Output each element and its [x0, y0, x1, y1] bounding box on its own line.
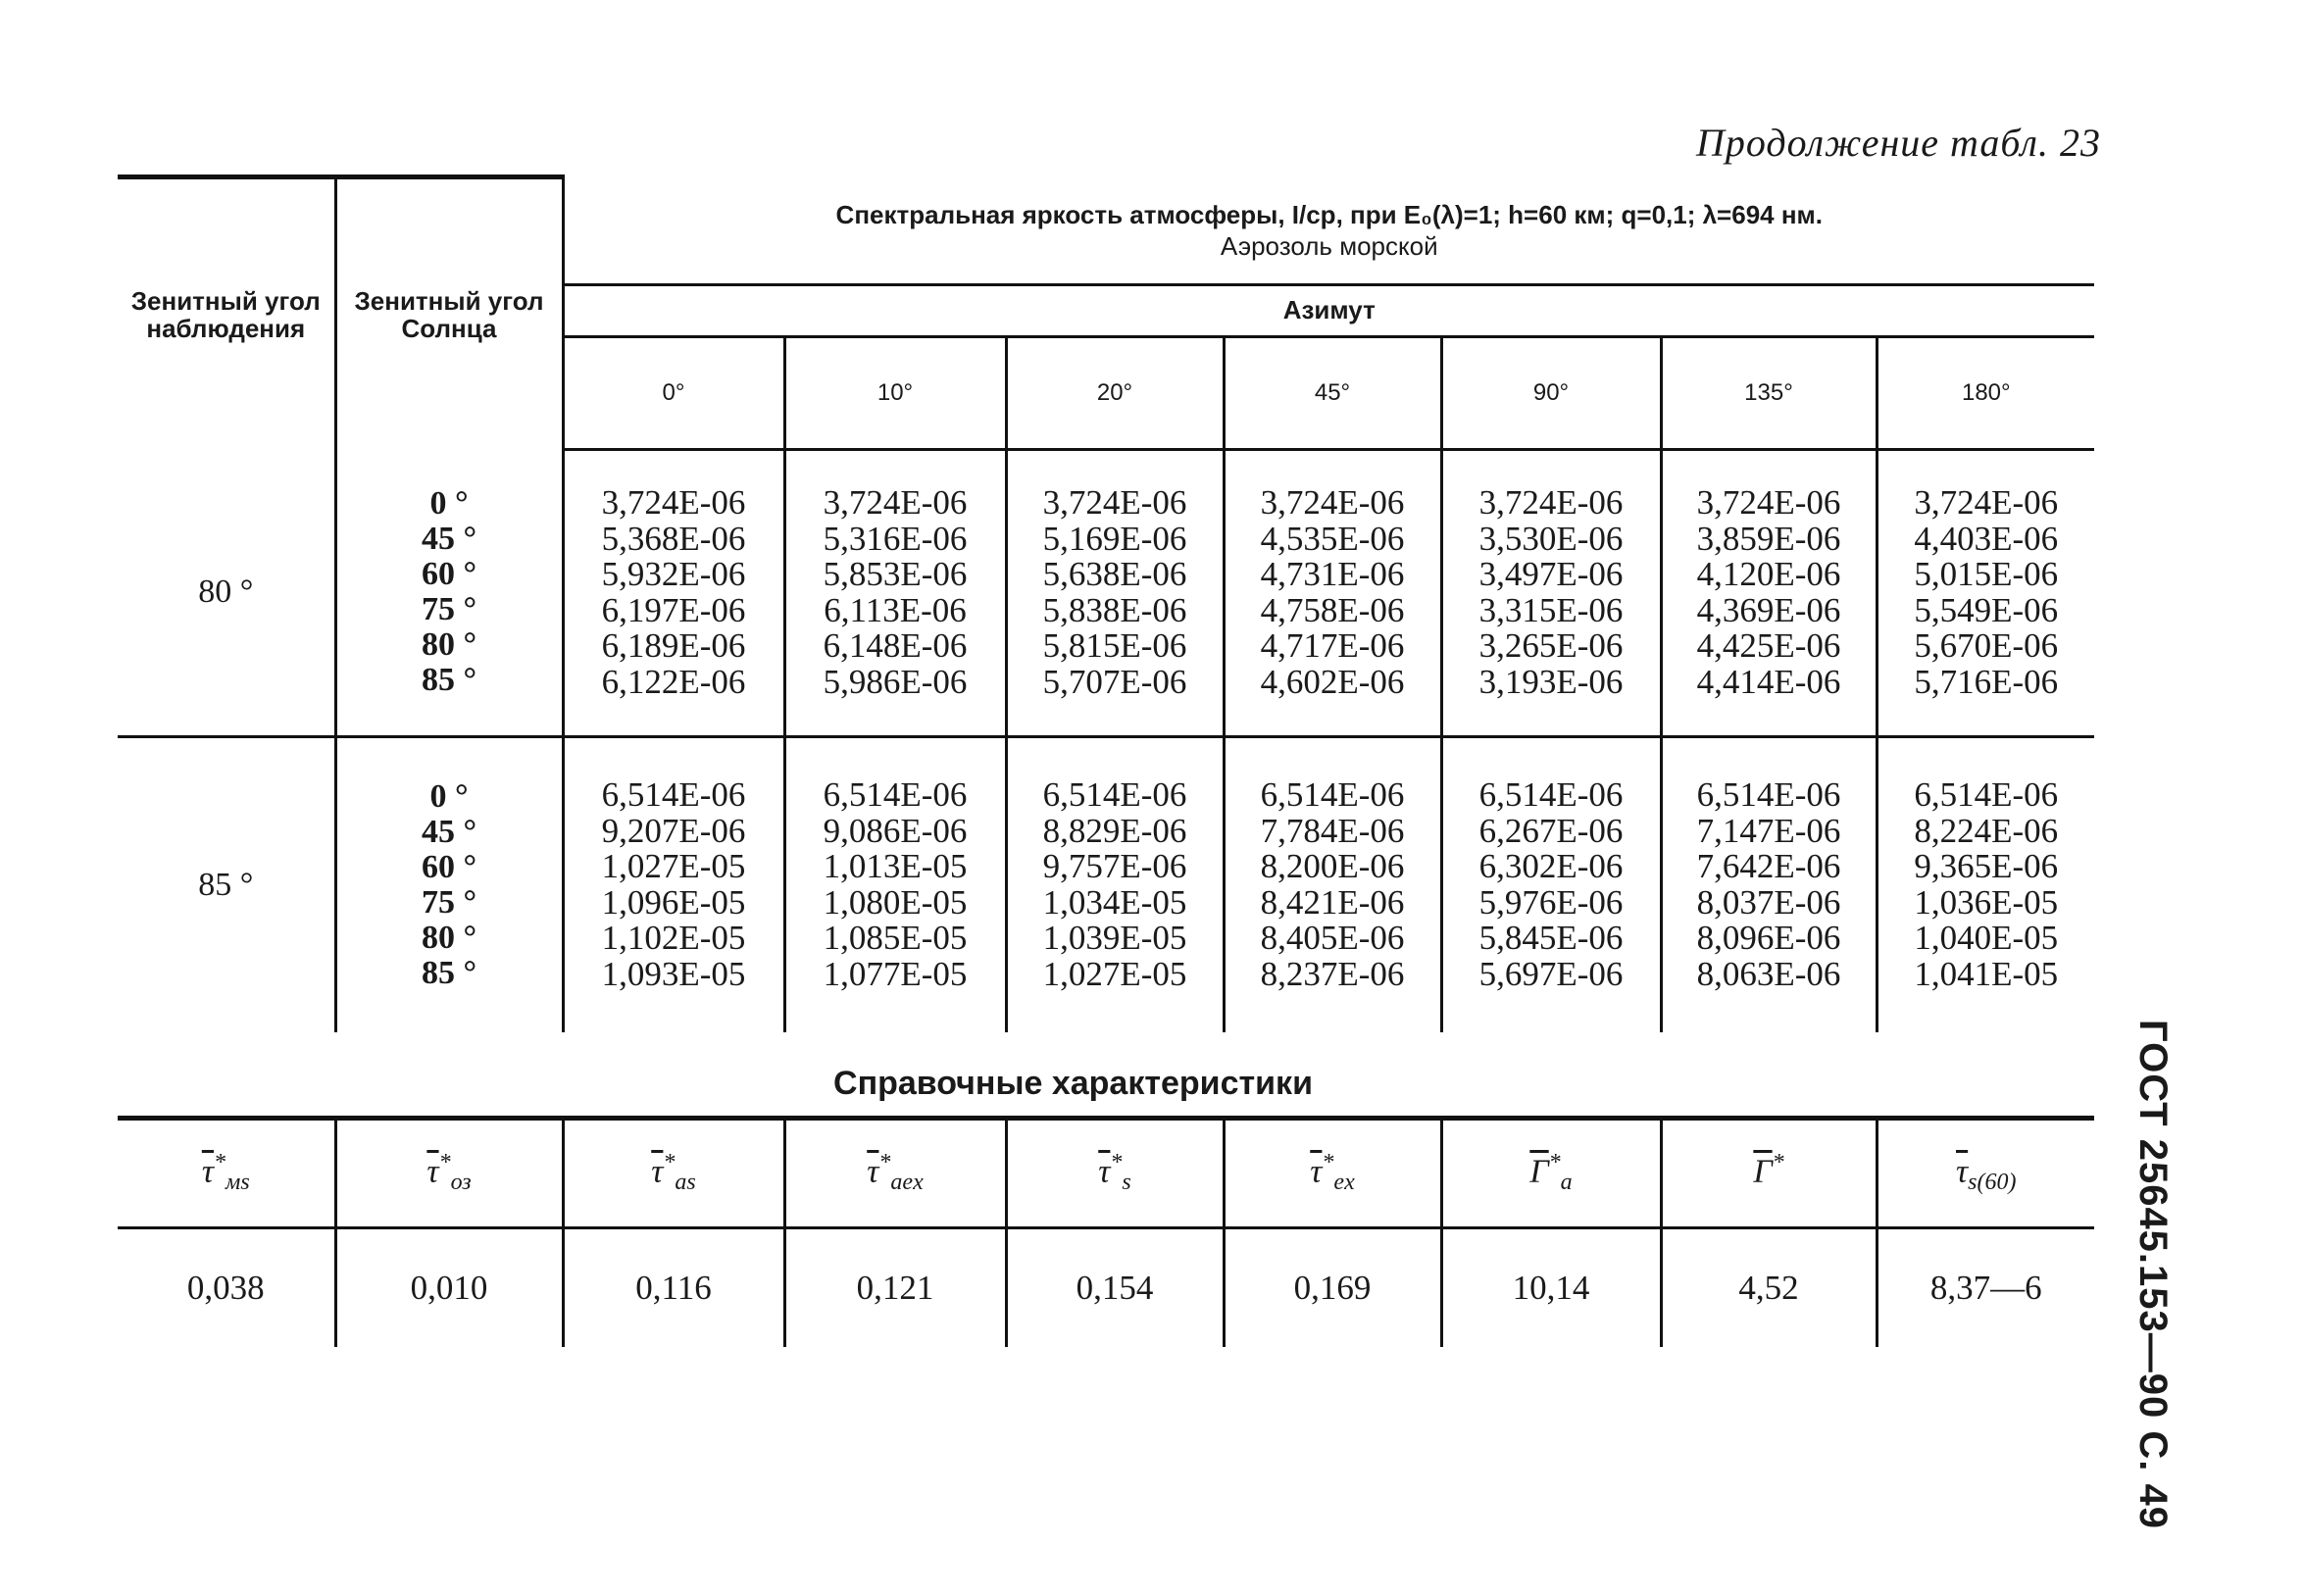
value-cell: 6,514E-06: [601, 775, 746, 814]
value-cell: 7,147E-06: [1696, 811, 1841, 850]
header-observation-angle: Зенитный угол наблюдения: [118, 177, 335, 450]
value-cell: 3,193E-06: [1478, 662, 1624, 701]
ref-value: 10,14: [1441, 1228, 1661, 1348]
value-cell: 3,859E-06: [1696, 519, 1841, 558]
values-az-20: [1006, 736, 1224, 1032]
value-cell: 1,034E-05: [1042, 882, 1187, 922]
value-cell: 1,036E-05: [1914, 882, 2059, 922]
azimuth-180: 180°: [1877, 336, 2094, 449]
block-85: [118, 736, 2094, 1032]
values-az-45: [1224, 449, 1441, 736]
azimuth-label: Азимут: [563, 284, 2094, 336]
values-az-90: [1441, 736, 1661, 1032]
ref-value: 0,169: [1224, 1228, 1441, 1348]
value-cell: 8,405E-06: [1260, 919, 1405, 957]
value-cell: 6,514E-06: [823, 775, 968, 814]
observation-angle-80: 80 °: [118, 449, 335, 736]
value-cell: 1,093E-05: [601, 954, 746, 993]
value-cell: 5,670E-06: [1914, 626, 2059, 665]
value-cell: 7,784E-06: [1260, 811, 1405, 850]
reference-title: Справочные характеристики: [833, 1065, 1313, 1102]
value-cell: 9,757E-06: [1042, 847, 1187, 885]
reference-values-row: [118, 1228, 2094, 1348]
symbol-sub: оз: [450, 1170, 472, 1196]
value-cell: 8,237E-06: [1260, 954, 1405, 993]
sun-angle: 75 °: [421, 590, 477, 627]
value-cell: 6,148E-06: [823, 626, 968, 665]
values-az-10: [784, 736, 1006, 1032]
value-cell: 5,549E-06: [1914, 590, 2059, 629]
value-cell: 5,838E-06: [1042, 590, 1187, 629]
value-cell: 5,853E-06: [823, 555, 968, 593]
ref-header-tau-s: [1006, 1119, 1224, 1228]
azimuth-0: 0°: [563, 336, 784, 449]
ref-header-tau-as: [563, 1119, 784, 1228]
value-cell: 4,758E-06: [1260, 590, 1405, 629]
value-cell: 6,267E-06: [1478, 811, 1624, 850]
value-cell: 6,514E-06: [1042, 775, 1187, 814]
value-cell: 5,697E-06: [1478, 954, 1624, 993]
value-cell: 4,602E-06: [1260, 662, 1405, 701]
symbol-base: $\overline{\Gamma}$: [1529, 1153, 1549, 1190]
value-cell: 4,717E-06: [1260, 626, 1405, 665]
value-cell: 3,265E-06: [1478, 626, 1624, 665]
value-cell: 8,200E-06: [1260, 847, 1405, 885]
sun-angle: 85 °: [421, 954, 477, 991]
value-cell: 3,530E-06: [1478, 519, 1624, 558]
azimuth-135: 135°: [1661, 336, 1877, 449]
ref-value: 0,116: [563, 1228, 784, 1348]
symbol-base: $\overline{\tau}$: [1098, 1153, 1111, 1190]
sun-angle: 80 °: [421, 625, 477, 663]
value-cell: 6,113E-06: [824, 590, 967, 629]
symbol-base: $\overline{\tau}$: [426, 1153, 439, 1190]
value-cell: 4,425E-06: [1696, 626, 1841, 665]
values-az-135: [1661, 449, 1877, 736]
ref-value: 0,154: [1006, 1228, 1224, 1348]
values-az-0: [563, 449, 784, 736]
value-cell: 4,731E-06: [1260, 555, 1405, 593]
value-cell: 1,085E-05: [823, 919, 968, 957]
symbol-base: $\overline{\tau}$: [1310, 1153, 1323, 1190]
ref-header-tau-ms: [118, 1119, 335, 1228]
value-cell: 6,514E-06: [1914, 775, 2059, 814]
value-cell: 6,514E-06: [1260, 775, 1405, 814]
value-cell: 8,224E-06: [1914, 811, 2059, 850]
value-cell: 1,039E-05: [1042, 919, 1187, 957]
value-cell: 4,120E-06: [1696, 555, 1841, 593]
symbol-sub: ex: [1333, 1170, 1355, 1196]
ref-value: 0,121: [784, 1228, 1006, 1348]
value-cell: 8,829E-06: [1042, 811, 1187, 850]
value-cell: 4,369E-06: [1696, 590, 1841, 629]
symbol-sub: s: [1122, 1170, 1131, 1196]
sun-angle: 0 °: [429, 777, 469, 815]
symbol-sup: *: [1548, 1150, 1561, 1176]
reference-header-row: [118, 1119, 2094, 1228]
symbol-sub: as: [675, 1170, 696, 1196]
sun-angle: 45 °: [421, 520, 477, 557]
azimuth-10: 10°: [784, 336, 1006, 449]
value-cell: 1,041E-05: [1914, 954, 2059, 993]
table-title-line2: Аэрозоль морской: [1220, 230, 1438, 261]
value-cell: 8,063E-06: [1696, 954, 1841, 993]
symbol-base: $\overline{\tau}$: [1956, 1153, 1969, 1190]
value-cell: 6,122E-06: [601, 662, 746, 701]
value-cell: 1,040E-05: [1914, 919, 2059, 957]
symbol-base: $\overline{\tau}$: [867, 1153, 879, 1190]
ref-value: 8,37—6: [1929, 1269, 2042, 1307]
sun-angle: 75 °: [421, 883, 477, 921]
values-az-180: [1877, 736, 2094, 1032]
value-cell: 1,102E-05: [601, 919, 746, 957]
symbol-sub: s(60): [1968, 1170, 2017, 1196]
table-title: [563, 177, 2094, 285]
side-page-label: ГОСТ 25645.153—90 С. 49: [2131, 1020, 2175, 1529]
value-cell: 5,932E-06: [601, 555, 746, 593]
ref-header-tau-aex: [784, 1119, 1006, 1228]
sun-angles: [335, 736, 563, 1032]
value-cell: 3,724E-06: [1914, 483, 2059, 522]
value-cell: 8,421E-06: [1260, 882, 1405, 922]
value-cell: 9,207E-06: [601, 811, 746, 850]
symbol-base: $\overline{\tau}$: [651, 1153, 664, 1190]
value-cell: 3,315E-06: [1478, 590, 1624, 629]
value-cell: 1,027E-05: [601, 847, 746, 885]
value-cell: 3,724E-06: [1260, 483, 1405, 522]
table-caption: Продолжение табл. 23: [1695, 121, 2101, 165]
azimuth-45: 45°: [1224, 336, 1441, 449]
ref-header-gamma: [1661, 1119, 1877, 1228]
symbol-sup: *: [214, 1150, 225, 1176]
block-80: [118, 449, 2094, 736]
sun-angle: 85 °: [421, 661, 477, 698]
value-cell: 6,189E-06: [601, 626, 746, 665]
value-cell: 4,403E-06: [1914, 519, 2059, 558]
value-cell: 3,724E-06: [1696, 483, 1841, 522]
ref-header-tau-ex: [1224, 1119, 1441, 1228]
value-cell: 5,638E-06: [1042, 555, 1187, 593]
value-cell: 1,027E-05: [1042, 954, 1187, 993]
sun-angle: 60 °: [421, 848, 477, 885]
observation-angle-85: 85 °: [118, 736, 335, 1032]
value-cell: 5,976E-06: [1478, 882, 1624, 922]
value-cell: 8,037E-06: [1696, 882, 1841, 922]
value-cell: 3,724E-06: [1042, 483, 1187, 522]
value-cell: 5,815E-06: [1042, 626, 1187, 665]
value-cell: 5,845E-06: [1478, 919, 1624, 957]
sun-angle: 80 °: [421, 919, 477, 956]
value-cell: 1,080E-05: [823, 882, 968, 922]
symbol-sup: *: [878, 1150, 891, 1176]
values-az-45: [1224, 736, 1441, 1032]
symbol-sub: мs: [225, 1170, 250, 1196]
value-cell: 5,015E-06: [1914, 555, 2059, 593]
sun-angle: 0 °: [429, 484, 469, 522]
value-cell: 7,642E-06: [1696, 847, 1841, 885]
spectral-brightness-table: [118, 175, 2094, 1032]
sun-angle: 60 °: [421, 555, 477, 592]
symbol-sup: *: [1772, 1150, 1784, 1176]
values-az-90: [1441, 449, 1661, 736]
value-cell: 1,013E-05: [823, 847, 968, 885]
symbol-sup: *: [438, 1150, 451, 1176]
value-cell: 6,514E-06: [1478, 775, 1624, 814]
value-cell: 6,197E-06: [601, 590, 746, 629]
value-cell: 9,086E-06: [823, 811, 968, 850]
sun-angles: [335, 449, 563, 736]
ref-header-tau-oz: [335, 1119, 563, 1228]
azimuth-20: 20°: [1006, 336, 1224, 449]
ref-value: 0,038: [118, 1228, 335, 1348]
value-cell: 1,096E-05: [601, 882, 746, 922]
value-cell: 3,724E-06: [1478, 483, 1624, 522]
value-cell: 9,365E-06: [1914, 847, 2059, 885]
ref-header-tau-s60: [1877, 1119, 2094, 1228]
values-az-135: [1661, 736, 1877, 1032]
value-cell: 3,724E-06: [823, 483, 968, 522]
table-title-line1: Спектральная яркость атмосферы, I/ср, при E₀(λ)=1; h=60 км; q=0,1; λ=694 нм.: [835, 199, 1824, 229]
symbol-sup: *: [1322, 1150, 1334, 1176]
value-cell: 5,716E-06: [1914, 662, 2059, 701]
azimuth-90: 90°: [1441, 336, 1661, 449]
symbol-sub: aex: [890, 1170, 924, 1196]
ref-value: 4,52: [1661, 1228, 1877, 1348]
values-az-180: [1877, 449, 2094, 736]
header-sun-angle: Зенитный угол Солнца: [335, 177, 563, 450]
value-cell: 5,368E-06: [601, 519, 746, 558]
sun-angle: 45 °: [421, 813, 477, 850]
value-cell: 3,724E-06: [601, 483, 746, 522]
value-cell: 1,077E-05: [823, 954, 968, 993]
value-cell: 4,414E-06: [1696, 662, 1841, 701]
value-cell: 6,302E-06: [1478, 847, 1624, 885]
value-cell: 3,497E-06: [1478, 555, 1624, 593]
values-az-20: [1006, 449, 1224, 736]
value-cell: 5,707E-06: [1042, 662, 1187, 701]
symbol-base: $\overline{\Gamma}$: [1753, 1153, 1773, 1190]
symbol-base: $\overline{\tau}$: [201, 1153, 214, 1190]
reference-table: [118, 1116, 2094, 1347]
value-cell: 6,514E-06: [1696, 775, 1841, 814]
value-cell: 5,986E-06: [823, 662, 968, 701]
ref-value: 0,010: [335, 1228, 563, 1348]
symbol-sup: *: [663, 1150, 676, 1176]
values-az-0: [563, 736, 784, 1032]
symbol-sub: a: [1560, 1170, 1573, 1196]
symbol-sup: *: [1110, 1150, 1123, 1176]
values-az-10: [784, 449, 1006, 736]
value-cell: 5,169E-06: [1042, 519, 1187, 558]
value-cell: 4,535E-06: [1260, 519, 1405, 558]
ref-header-gamma-a: [1441, 1119, 1661, 1228]
value-cell: 8,096E-06: [1696, 919, 1841, 957]
value-cell: 5,316E-06: [823, 519, 968, 558]
